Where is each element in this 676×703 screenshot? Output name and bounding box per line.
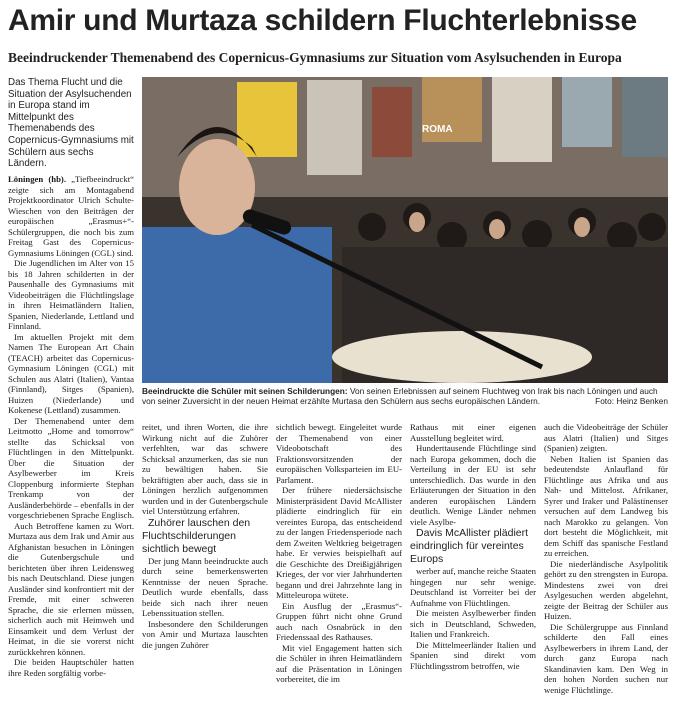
paragraph: sichtlich bewegt. Eingeleitet wurde der Themenabend von einer Videobotschaft des Fraktionsvorsitzenden der europäischen Volksparteien im EU-Parlament.: [276, 422, 402, 485]
paragraph: [8, 174, 134, 258]
headline: Amir und Murtaza schildern Fluchterlebnisse: [8, 4, 637, 37]
paragraph: Die niederländische Asylpolitik gehört zu den strengsten in Europa. Mindestens zwei von drei Asylgesuchen werden abgelehnt, zeigte der Beitrag der Schüler aus Huizen.: [544, 558, 668, 621]
paragraph: Der Themenabend unter dem Leitmotto „Home and tomorrow“ stellte das Schicksal von Flüchtlingen in den Mittelpunkt. Über die Situation der Asylbewerber im Kreis Cloppenburg informierte Stephan Trenkamp von der Ausländerbehörde – ebenfalls in der vorgeschriebenen Sprache Englisch.: [8, 415, 134, 520]
paragraph: Im aktuellen Projekt mit dem Namen The European Art Chain (TEACH) arbeitet das Copernicus-Gymnasium Löningen (CGL) mit Schulen aus Alatri (Italien), Vantaa (Finnland), Sitges (Spanien), Huizen (Niederlande) und Kokenese (Lettland) zusammen.: [8, 331, 134, 415]
paragraph-text: „Tiefbeeindruckt“ zeigte sich am Montagabend Projektkoordinator Ulrich Schulte-Wieschen von den Beiträgen der europäischen „Erasmus+“-Schülergruppen, die noch bis zum Freitag Gast des Copernicus-Gymnasiums Löningen (CGL) sind.: [8, 174, 134, 258]
paragraph: Ein Ausflug der „Erasmus“-Gruppen führt nicht ohne Grund auch nach Osnabrück in den Friedenssaal des Rathauses.: [276, 600, 402, 642]
lead-paragraph: Das Thema Flucht und die Situation der Asylsuchenden in Europa stand im Mittelpunkt des Themenabends des Copernicus-Gymnasiums mit Schülern aus sechs Ländern.: [8, 77, 134, 170]
photo-credit: Foto: Heinz Benken: [595, 396, 668, 406]
column-3: [276, 422, 402, 702]
caption-text: Von seinen Erlebnissen auf seinem Fluchtweg von Irak bis nach Löningen und auch von seiner Zuversicht in der neuen Heimat erzählte Murtasa den Schülern aus sechs europäischen Ländern.: [142, 386, 658, 406]
paragraph: Auch Betroffene kamen zu Wort. Murtaza aus dem Irak und Amir aus Afghanistan besuchen in Löningen die Gutenbergschule und berichteten über ihren Leidensweg bis nach Deutschland. Diese jungen Ausländer sind konfrontiert mit der Fremde, mit einer schweren Sprache, die sie erlernen müssen, sicherlich auch mit Heimweh und Einsamkeit und dem Verlust der Heimat, in die sie vorerst nicht zurückkehren können.: [8, 520, 134, 657]
column-5: [544, 422, 668, 702]
paragraph: Die Schülergruppe aus Finnland schilderte den Fall eines Asylbewerbers in ihrem Land, der durch ganz Europa nach Skandinavien kam. Den Weg in den hohen Norden suchen nur wenige Flüchtlinge.: [544, 621, 668, 695]
caption-lead: Beeindruckte die Schüler mit seinen Schilderungen:: [142, 386, 348, 396]
paragraph: Die meisten Asylbewerber finden sich in Deutschland, Schweden, Italien und Frankreich.: [410, 608, 536, 639]
paragraph: Die Jugendlichen im Alter von 15 bis 18 Jahren schilderten in der Pausenhalle des Gymnasiums mit Videobeiträgen die Flüchtlingslage in ihren Heimatländern Italien, Spanien, Niederlande, Lettland und Finnland.: [8, 258, 134, 331]
paragraph: Mit viel Engagement hatten sich die Schüler in ihren Heimatländern auf die Präsentation in Löningen vorbereitet, die im: [276, 642, 402, 684]
paragraph: reitet, und ihren Worten, die ihre Wirkung nicht auf die Zuhörer verfehlten, war das schwere Schicksal anzumerken, das sie nun zu bewältigen haben. Sie bekräftigten aber auch, dass sie in Löningen herzlich aufgenommen wurden und in der Gutenbergschule viel Unterstützung erfahren.: [142, 422, 268, 516]
paragraph: Der frühere niedersächsische Ministerpräsident David McAllister plädierte eindringlich für ein vereintes Europa, das entscheidend zu der langen Friedensperiode nach dem Zweiten Weltkrieg beigetragen habe. Er verwies beispielhaft auf die Geschichte des Dreißigjährigen Krieges, der vor vier Jahrhunderten begann und drei Jahrzehnte lang in Mitteleuropa wütete.: [276, 485, 402, 600]
paragraph: Neben Italien ist Spanien das bedeutendste Anlaufland für Flüchtlinge aus Afrika und aus Nah- und Mittelost. Afrikaner, Syrer und Iraker und Palästinenser versuchen auf dem Landweg bis nach Marokko zu gelangen. Von dort besteht die Möglichkeit, mit dem Schiff das spanische Festland zu erreichen.: [544, 453, 668, 558]
poster-text: ROMA: [422, 124, 453, 135]
photo-caption: [142, 386, 668, 406]
paragraph: Die Mittelmeerländer Italien und Spanien sind direkt vom Flüchtlingsstrom betroffen, wie: [410, 639, 536, 671]
paragraph: auch die Videobeiträge der Schüler aus Alatri (Italien) und Sitges (Spanien) zeigten.: [544, 422, 668, 453]
column-1: [8, 174, 134, 702]
column-2: [142, 422, 268, 702]
paragraph: werber auf, manche reiche Staaten hingegen nur sehr wenige. Deutschland ist Vorreiter bei der Aufnahme von Flüchtlingen.: [410, 566, 536, 608]
subheadline: Beeindruckender Themenabend des Copernicus-Gymnasiums zur Situation vom Asylsuchenden in Europa: [8, 50, 622, 65]
paragraph: Insbesondere den Schilderungen von Amir und Murtaza lauschten die jungen Zuhörer: [142, 618, 268, 650]
paragraph: Der jung Mann beeindruckte auch durch seine bemerkenswerten Kenntnisse der neuen Sprache. Deutlich wurde ebenfalls, dass beide sich nach ihrer neuen Lebenssituation stellen.: [142, 555, 268, 618]
paragraph: Hunderttausende Flüchtlinge sind nach Europa gekommen, doch die Verteilung in der EU ist sehr unterschiedlich. Das wurde in den Erläuterungen der Situation in den anderen europäischen Ländern deutlich. Wenige Länder nehmen viele Asylbe-: [410, 443, 536, 527]
paragraph: Die beiden Hauptschüler hatten ihre Reden sorgfältig vorbe-: [8, 657, 134, 678]
paragraph: Rathaus mit einer eigenen Ausstellung begleitet wird.: [410, 422, 536, 443]
column-4: [410, 422, 536, 702]
dateline: Löningen (hb).: [8, 174, 66, 184]
event-photo: [142, 77, 668, 383]
subheading: Zuhörer lauschen den Fluchtschilderungen sichtlich bewegt: [142, 516, 251, 555]
subheading: Davis McAllister plädiert eindringlich für vereintes Europs: [410, 527, 529, 565]
photo-illustration: [142, 77, 668, 383]
